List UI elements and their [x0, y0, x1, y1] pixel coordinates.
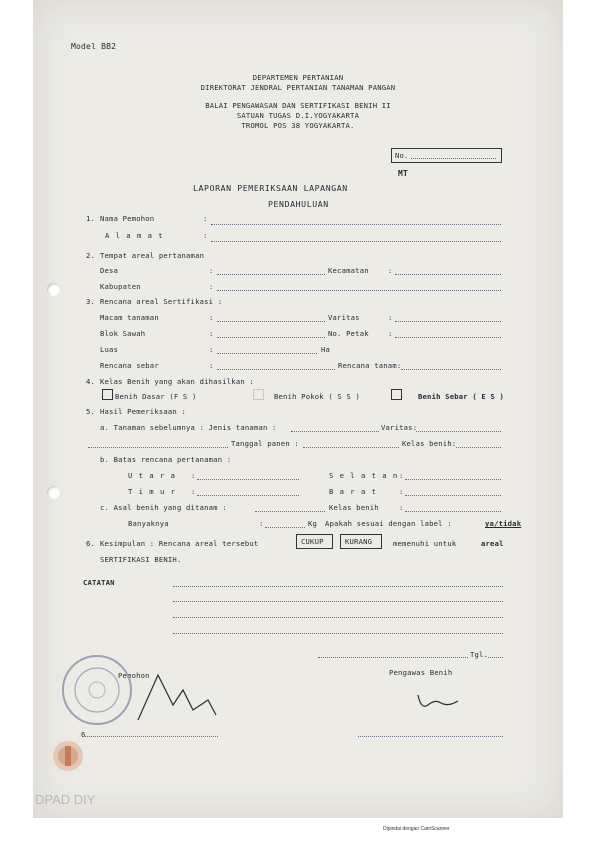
- applicant-signature-label: Pemohon: [118, 671, 150, 680]
- mt-label: MT: [398, 169, 409, 178]
- tromol-address: TROMOL POS 38 YOGYAKARTA.: [241, 121, 355, 130]
- satuan-name: SATUAN TUGAS D.I.YOGYAKARTA: [236, 111, 360, 120]
- scan-footer: Dipindai dengan CamScanner: [383, 826, 450, 832]
- certification-heading: Rencana areal Sertifikasi :: [100, 297, 223, 306]
- punch-hole: [47, 486, 60, 499]
- dept-name: DEPARTEMEN PERTANIAN: [252, 73, 344, 82]
- notes-label: CATATAN: [83, 578, 115, 587]
- report-subtitle: PENDAHULUAN: [268, 199, 329, 209]
- punch-hole: [47, 283, 60, 296]
- report-title: LAPORAN PEMERIKSAAN LAPANGAN: [193, 183, 348, 193]
- checkbox-benih-sebar[interactable]: [391, 389, 402, 400]
- archive-watermark: DPAD DIY: [35, 792, 96, 807]
- inspector-signature-label: Pengawas Benih: [389, 668, 453, 677]
- inspector-signature: [413, 685, 463, 715]
- directorate-name: DIREKTORAT JENDRAL PERTANIAN TANAMAN PANGAN: [200, 83, 396, 92]
- checkbox-benih-pokok[interactable]: [253, 389, 264, 400]
- seed-class-heading: Kelas Benih yang akan dihasilkan :: [100, 377, 254, 386]
- model-label: Model BB2: [71, 42, 117, 51]
- address-label: A l a m a t: [105, 231, 164, 240]
- date-label: Tgl.: [470, 650, 489, 659]
- applicant-signature: [128, 670, 228, 725]
- conclusion-label: Kesimpulan : Rencana areal tersebut: [100, 539, 259, 548]
- number-label: No.: [395, 151, 409, 160]
- checkbox-benih-dasar[interactable]: [102, 389, 113, 400]
- applicant-name-label: Nama Pemohon: [100, 214, 155, 223]
- location-heading: Tempat areal pertanaman: [100, 251, 205, 260]
- document-sheet: Model BB2 DEPARTEMEN PERTANIAN DIREKTORAT JENDRAL PERTANIAN TANAMAN PANGAN BALAI PENGAWASAN DAN SERTIFIKASI BENIH II SATUAN TUGAS D.I.YOGYAKARTA TROMOL POS 38 YOGYAKARTA. No. MT LAPORAN PEMERIKSAAN LAPANGAN PENDAHULUAN 1. Nama Pemohon : A l a m a t : 2. Tempat areal pertanaman Desa : Kecamatan : Kabupaten : 3. Rencana areal Sertifikasi : Macam tanaman : Varitas : Blok Sawah : No. Petak : Luas : Ha Rencana sebar : Rencana tanam: 4. Kelas Benih yang akan dihasilkan : Benih Dasar (F S ) Benih Pokok ( S S ) Benih Sebar ( E S ) 5. Hasil Pemeriksaan : a. Tanaman sebelumnya : Jenis tanaman : Varitas: Tanggal panen : Kelas benih: b. Batas rencana pertanaman : U t a r a : S e l a t a n : T i m u r : B a r a t : c. Asal benih yang ditanam : Kelas benih : Banyaknya : Kg Apakah sesuai dengan label : ya/tidak 6. Kesimpulan : Rencana areal tersebut CUKUP KURANG memenuhi untuk areal SERTIFIKASI BENIH. CATATAN Tgl. Pemohon Pengawas Benih 6.: [33, 0, 563, 818]
- official-stamp: [57, 650, 137, 730]
- archive-crest-logo: [50, 738, 86, 774]
- balai-name: BALAI PENGAWASAN DAN SERTIFIKASI BENIH II: [205, 101, 391, 110]
- inspection-heading: Hasil Pemeriksaan :: [100, 407, 187, 416]
